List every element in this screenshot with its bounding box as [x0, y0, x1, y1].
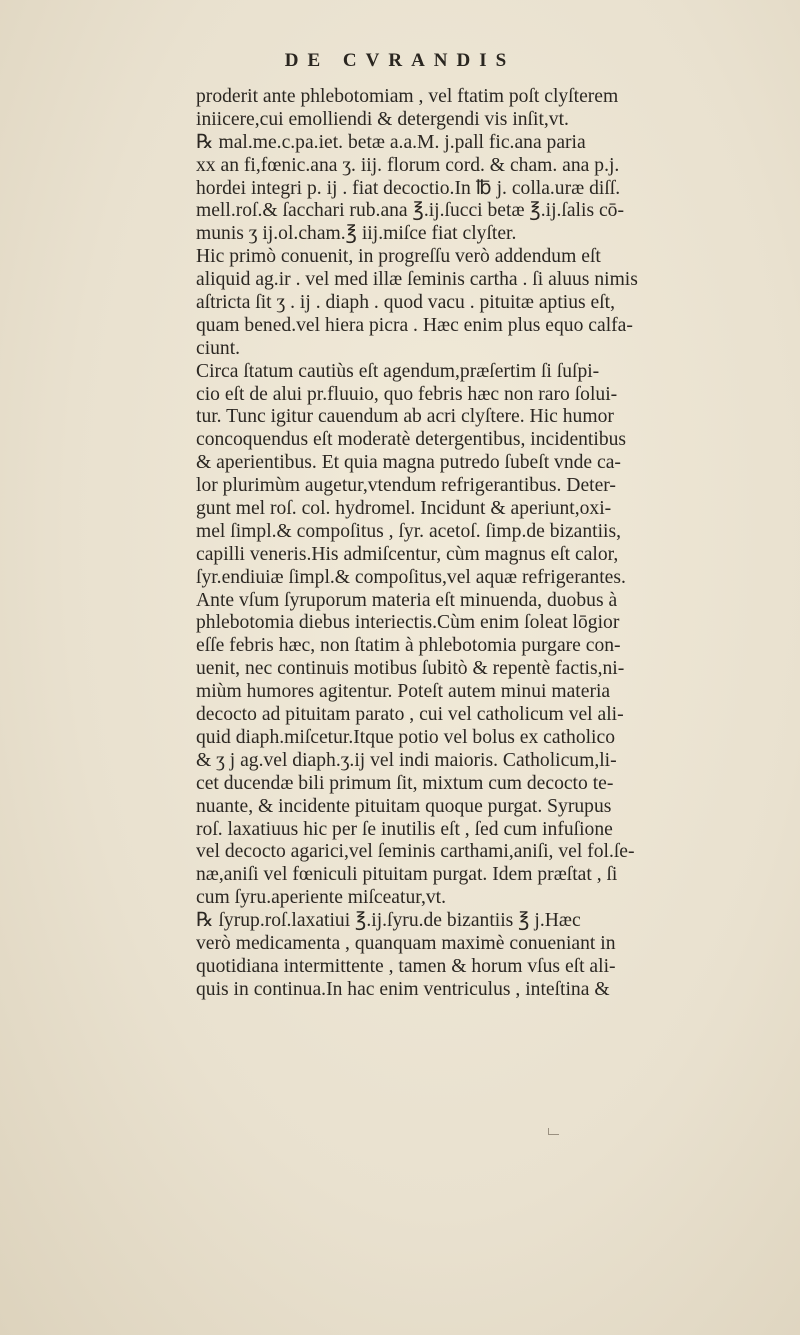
- text-line: phlebotomia diebus interiectis.Cùm enim ſoleat lōgior: [196, 612, 620, 634]
- text-line: eſſe febris hæc, non ſtatim à phlebotomia purgare con-: [196, 635, 621, 657]
- text-line: ℞ mal.me.c.pa.iet. betæ a.a.M. j.pall fic.ana paria: [196, 131, 586, 153]
- text-line: quis in continua.In hac enim ventriculus , inteſtina &: [196, 978, 610, 1000]
- text-line: quotidiana intermittente , tamen & horum vſus eſt ali-: [196, 955, 616, 977]
- text-line: Circa ſtatum cautiùs eſt agendum,præſertim ſi ſuſpi-: [196, 360, 600, 382]
- text-line: decocto ad pituitam parato , cui vel catholicum vel ali-: [196, 704, 624, 726]
- text-line: quam bened.vel hiera picra . Hæc enim plus equo calfa-: [196, 314, 633, 336]
- text-line: miùm humores agitentur. Poteſt autem minui materia: [196, 681, 611, 703]
- text-line: xx an fi,fœnic.ana ʒ. iij. florum cord. & cham. ana p.j.: [196, 154, 620, 176]
- text-line: roſ. laxatiuus hic per ſe inutilis eſt , ſed cum infuſione: [196, 818, 613, 840]
- text-line: iniicere,cui emolliendi & detergendi vis inſit,vt.: [196, 108, 569, 130]
- text-line: cet ducendæ bili primum ſit, mixtum cum decocto te-: [196, 772, 614, 794]
- text-line: capilli veneris.His admiſcentur, cùm magnus eſt calor,: [196, 543, 619, 565]
- text-line: tur. Tunc igitur cauendum ab acri clyſtere. Hic humor: [196, 406, 614, 428]
- text-line: Ante vſum ſyruporum materia eſt minuenda, duobus à: [196, 589, 618, 611]
- text-line: næ,aniſi vel fœniculi pituitam purgat. Idem præſtat , ſi: [196, 864, 618, 886]
- text-line: & ʒ j ag.vel diaph.ʒ.ij vel indi maioris. Catholicum,li-: [196, 749, 617, 771]
- running-head: DE CVRANDIS: [284, 50, 516, 71]
- body-text: [196, 86, 716, 1002]
- text-line: gunt mel roſ. col. hydromel. Incidunt & aperiunt,oxi-: [196, 498, 612, 520]
- text-line: ℞ ſyrup.roſ.laxatiui ℥.ij.ſyru.de bizantiis ℥ j.Hæc: [196, 910, 581, 932]
- text-line: proderit ante phlebotomiam , vel ftatim poſt clyſterem: [196, 86, 619, 107]
- text-line: lor plurimùm augetur,vtendum refrigerantibus. Deter-: [196, 475, 616, 497]
- text-line: vel decocto agarici,vel ſeminis carthami,aniſi, vel fol.ſe-: [196, 841, 635, 863]
- text-line: hordei integri p. ij . fiat decoctio.In ℔ j. colla.uræ diſſ.: [196, 177, 621, 199]
- text-line: & aperientibus. Et quia magna putredo ſubeſt vnde ca-: [196, 452, 621, 474]
- text-line: uenit, nec continuis motibus ſubitò & repentè factis,ni-: [196, 658, 625, 680]
- text-line: mel ſimpl.& compoſitus , ſyr. acetoſ. ſimp.de bizantiis,: [196, 520, 622, 542]
- text-line: verò medicamenta , quanquam maximè conueniant in: [196, 932, 616, 954]
- text-line: ſyr.endiuiæ ſimpl.& compoſitus,vel aquæ refrigerantes.: [196, 566, 626, 588]
- text-line: nuante, & incidente pituitam quoque purgat. Syrupus: [196, 795, 612, 817]
- text-line: aſtricta ſit ʒ . ij . diaph . quod vacu . pituitæ aptius eſt,: [196, 292, 616, 314]
- text-line: cum ſyru.aperiente miſceatur,vt.: [196, 887, 447, 909]
- text-line: ciunt.: [196, 337, 241, 359]
- text-line: mell.roſ.& ſacchari rub.ana ℥.ij.ſucci betæ ℥.ij.ſalis cō-: [196, 200, 624, 222]
- print-mark: [548, 1128, 559, 1135]
- text-line: quid diaph.miſcetur.Itque potio vel bolus ex catholico: [196, 726, 615, 748]
- text-line: concoquendus eſt moderatè detergentibus, incidentibus: [196, 429, 627, 451]
- text-line: Hic primò conuenit, in progreſſu verò addendum eſt: [196, 246, 601, 268]
- text-line: aliquid ag.ir . vel med illæ ſeminis cartha . ſi aluus nimis: [196, 269, 638, 291]
- text-line: cio eſt de alui pr.fluuio, quo febris hæc non raro ſolui-: [196, 383, 618, 405]
- text-line: munis ʒ ij.ol.cham.℥ iij.miſce fiat clyſter.: [196, 223, 517, 245]
